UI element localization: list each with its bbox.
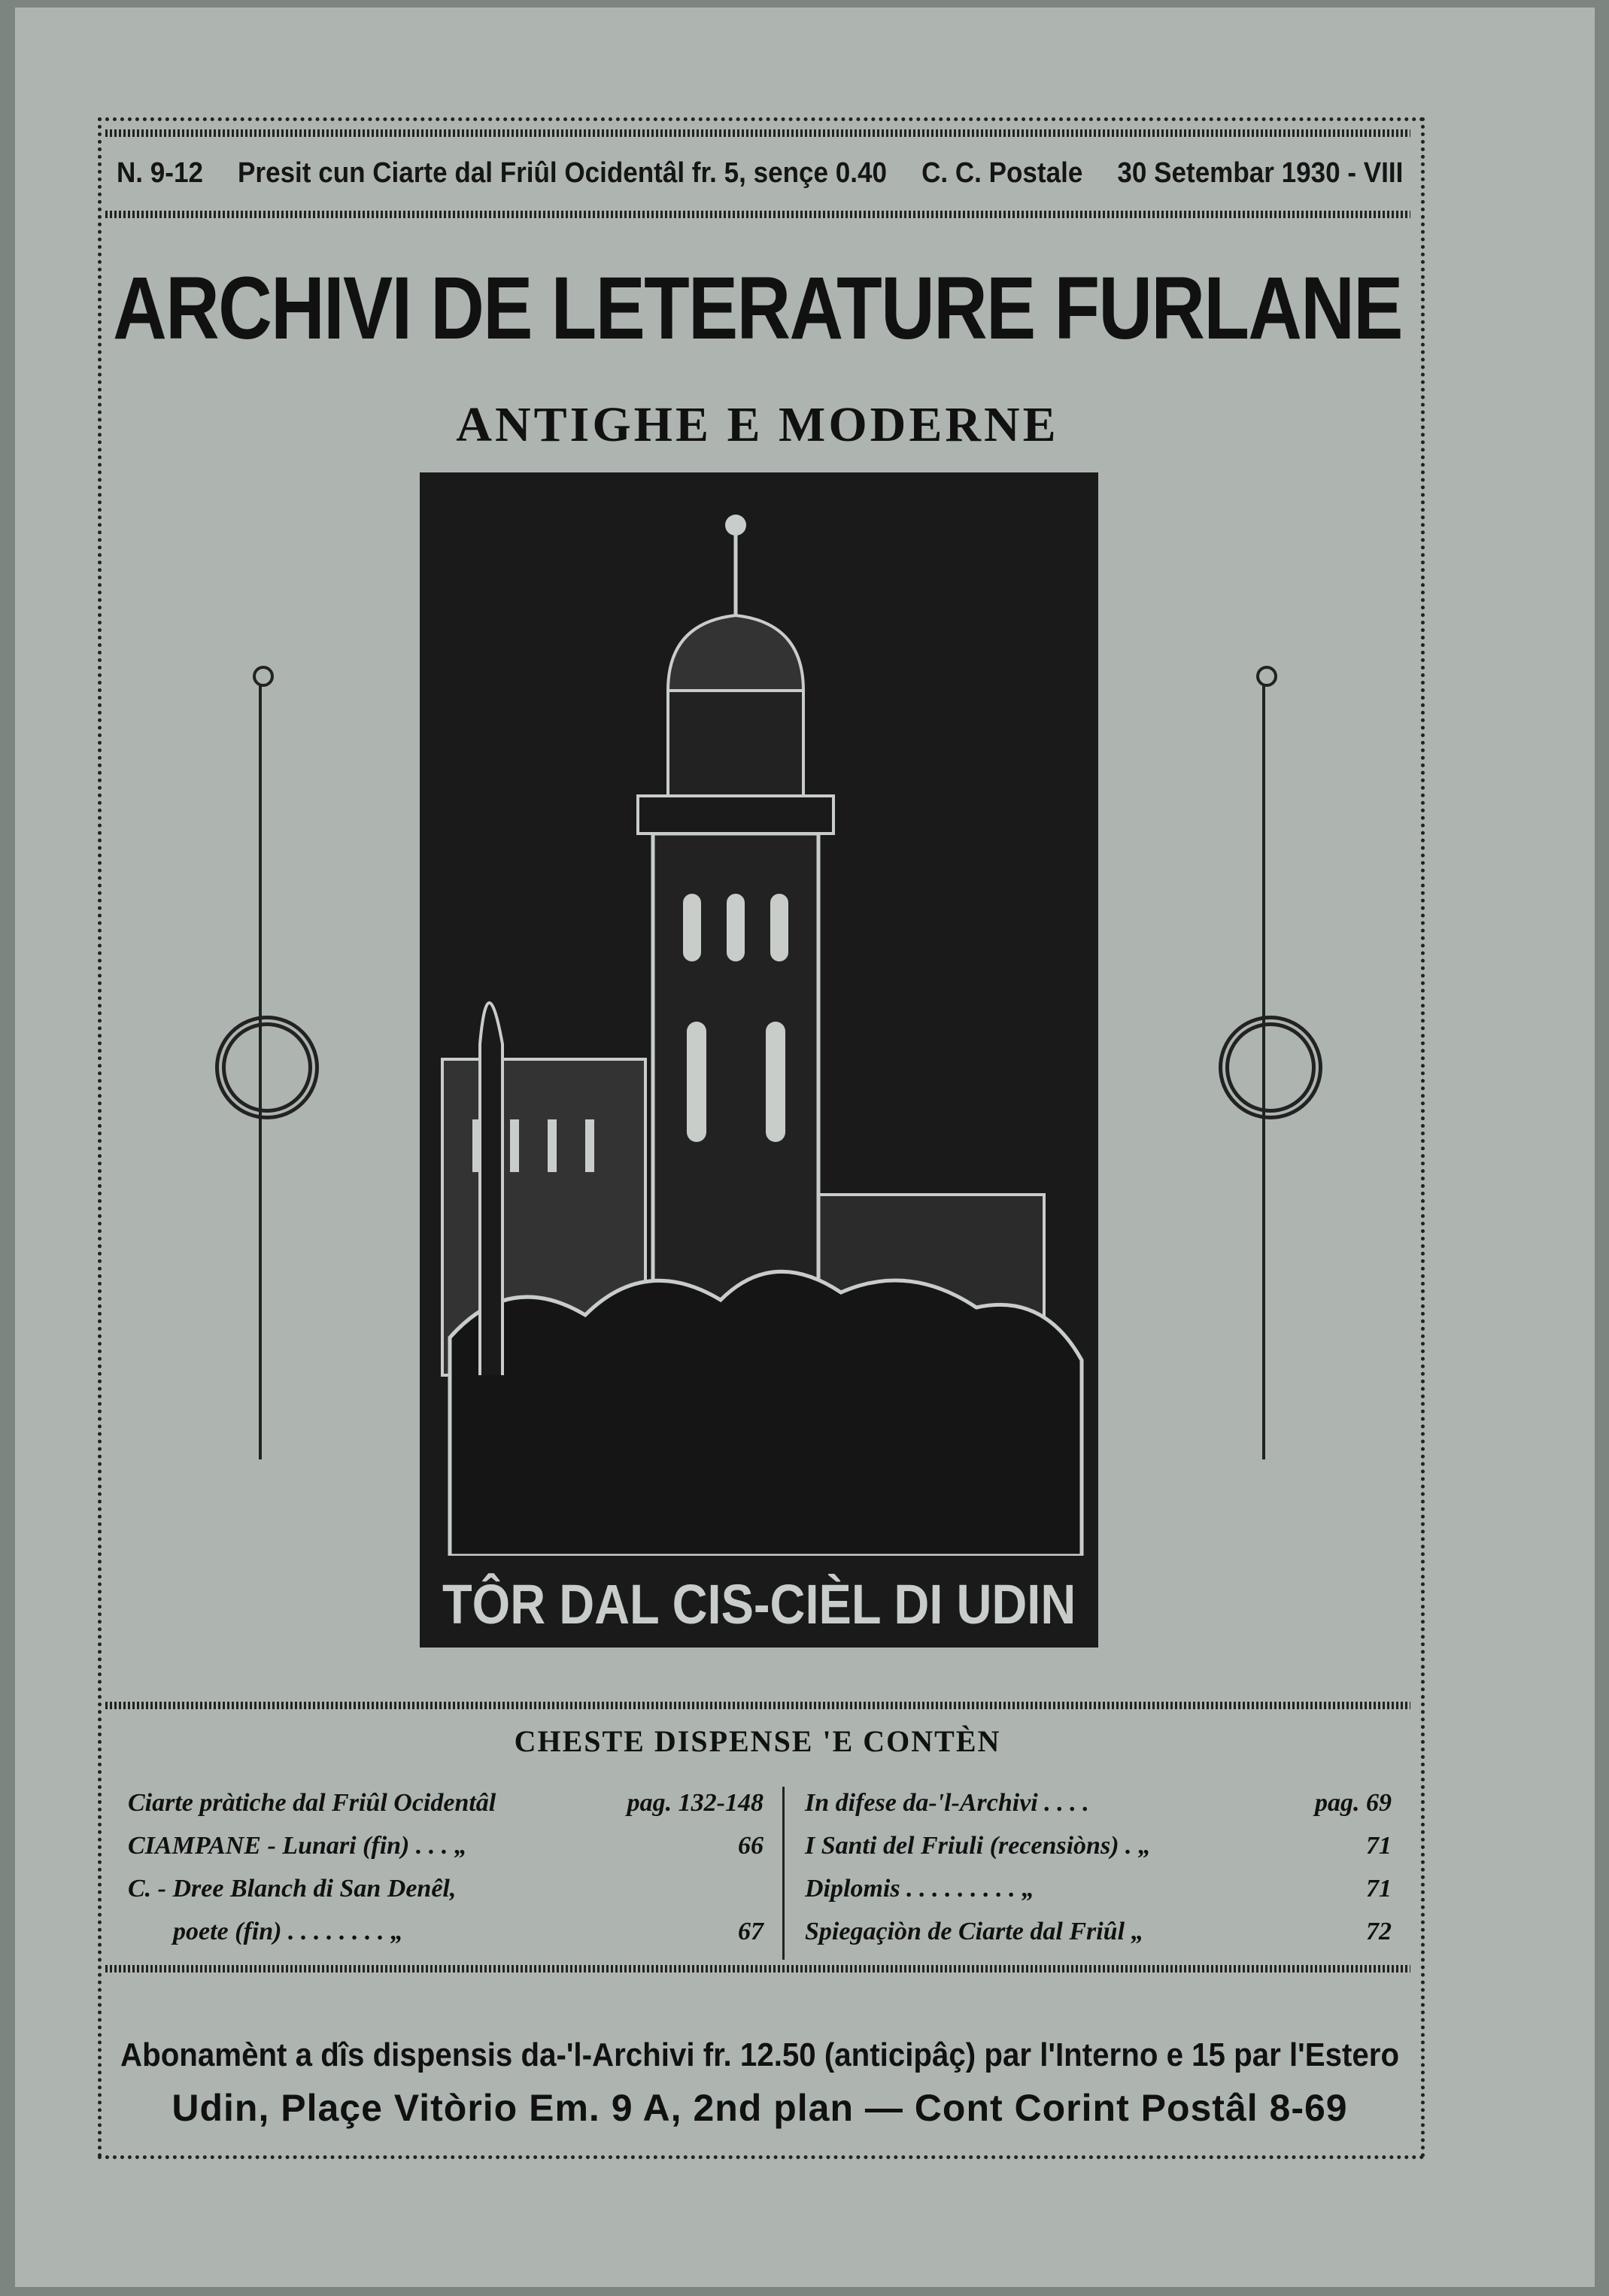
contents-item <box>805 1830 1392 1872</box>
contents-item-page: 67 <box>738 1918 764 1945</box>
subscription-info: Abonamènt a dîs dispensis da-'l-Archivi fr. 12.50 (anticipâç) par l'Interno e 15 par l'Estero <box>120 2036 1400 2073</box>
contents-bottom-rule <box>105 1965 1410 1973</box>
ornament-circle-icon <box>253 666 274 687</box>
contents-item-page: pag. 69 <box>1315 1789 1392 1817</box>
issue-price: Presit cun Ciarte dal Friûl Ocidentâl fr. 5, sençe 0.40 <box>238 157 887 189</box>
contents-item <box>805 1787 1392 1830</box>
contents-item-page: 71 <box>1366 1832 1392 1860</box>
page-title: ARCHIVI DE LETERATURE FURLANE <box>113 259 1402 358</box>
contents-item-page: 71 <box>1366 1875 1392 1903</box>
contents-item-title: Spiegaçiòn de Ciarte dal Friûl „ <box>805 1918 1144 1945</box>
illustration-caption: TÔR DAL CIS-CIÈL DI UDIN <box>442 1573 1076 1635</box>
header-rule <box>105 211 1410 218</box>
contents-item <box>805 1915 1392 1958</box>
contents-item <box>128 1915 764 1958</box>
contents-item <box>128 1830 764 1872</box>
issue-number: N. 9-12 <box>117 157 203 189</box>
contents-item-title: Ciarte pràtiche dal Friûl Ocidentâl <box>128 1789 496 1817</box>
bell-tower-icon <box>420 472 1098 1556</box>
tower-illustration <box>420 472 1098 1648</box>
contents-item <box>128 1872 764 1915</box>
contents-heading: CHESTE DISPENSE 'E CONTÈN <box>514 1724 1001 1758</box>
contents-item-title: C. - Dree Blanch di San Denêl, <box>128 1875 457 1903</box>
ornament-circle-icon <box>1256 666 1277 687</box>
contents-item-page: 72 <box>1366 1918 1392 1945</box>
contents-divider <box>782 1787 785 1960</box>
publisher-address: Udin, Plaçe Vitòrio Em. 9 A, 2nd plan — Cont Corint Postâl 8-69 <box>172 2087 1348 2129</box>
contents-item-title: I Santi del Friuli (recensiòns) . „ <box>805 1832 1152 1860</box>
page-subtitle: ANTIGHE E MODERNE <box>456 397 1059 452</box>
contents-top-rule <box>105 1702 1410 1709</box>
contents-item-title: poete (fin) . . . . . . . . „ <box>173 1918 403 1945</box>
left-ornament-disc-icon <box>215 1016 319 1119</box>
contents-item-title: CIAMPANE - Lunari (fin) . . . „ <box>128 1832 467 1860</box>
contents-item-page: 66 <box>738 1832 764 1860</box>
contents-item-title: Diplomis . . . . . . . . . „ <box>805 1875 1035 1903</box>
issue-header <box>117 154 1403 192</box>
postal-account: C. C. Postale <box>921 157 1083 189</box>
contents-item-page: pag. 132-148 <box>627 1789 764 1817</box>
issue-date: 30 Setembar 1930 - VIII <box>1117 157 1404 189</box>
top-rule <box>105 129 1410 137</box>
contents-item-title: In difese da-'l-Archivi . . . . <box>805 1789 1089 1817</box>
contents-item <box>805 1872 1392 1915</box>
right-ornament-disc-icon <box>1219 1016 1322 1119</box>
contents-item <box>128 1787 764 1830</box>
contents-left-column <box>128 1787 764 1958</box>
contents-right-column <box>805 1787 1392 1958</box>
